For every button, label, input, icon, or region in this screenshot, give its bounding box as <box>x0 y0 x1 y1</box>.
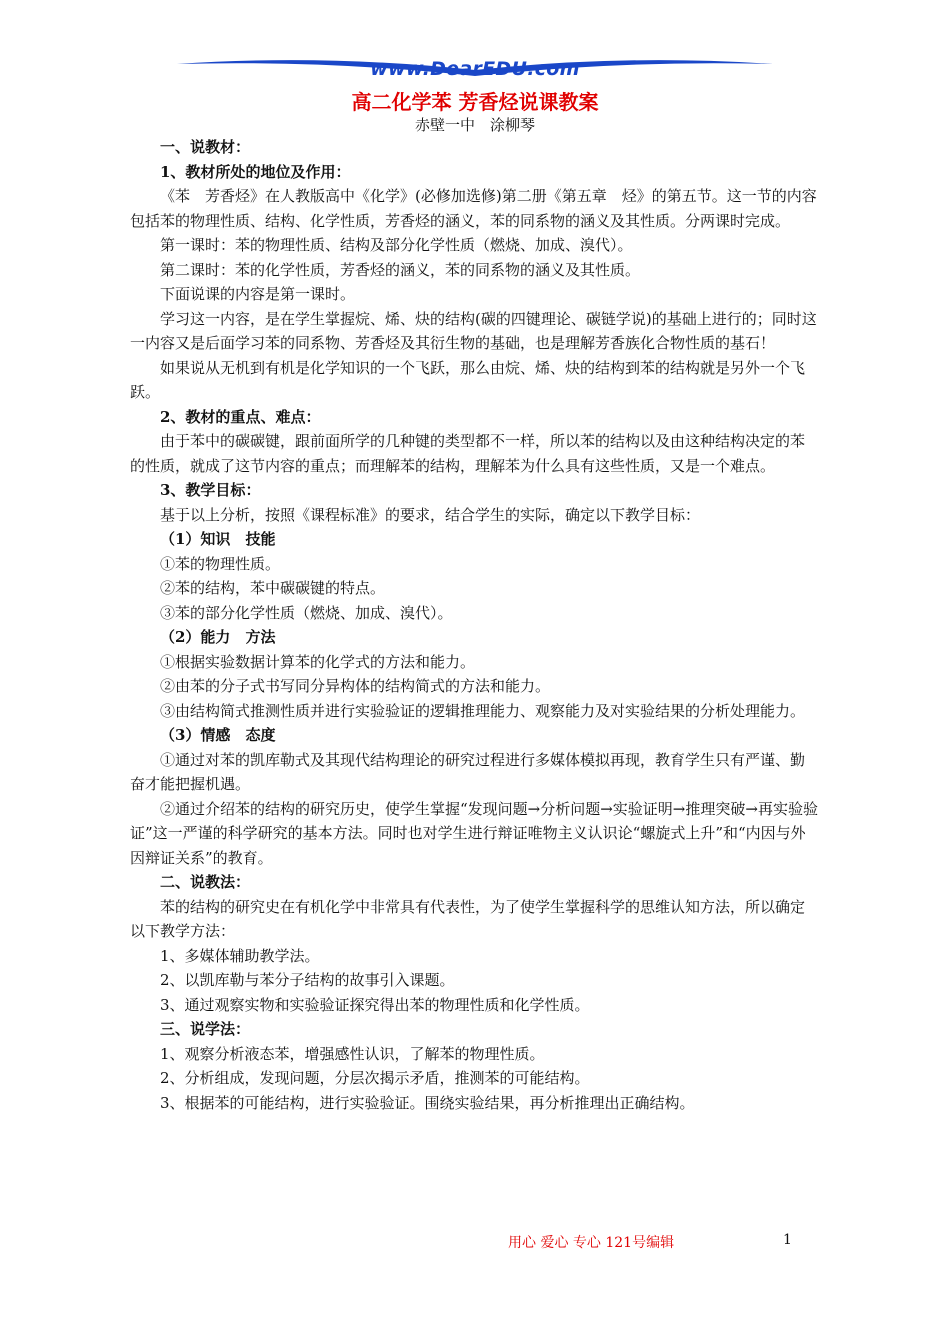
objective-heading: （1）知识 技能 <box>160 530 276 548</box>
page-number: 1 <box>783 1232 792 1248</box>
section-heading: 一、说教材： <box>160 138 251 156</box>
paragraph: 第一课时：苯的物理性质、结构及部分化学性质（燃烧、加成、溴代）。 <box>160 236 633 254</box>
list-item: ②苯的结构，苯中碳碳键的特点。 <box>160 579 386 597</box>
site-logo-text: www.DearEDU.com <box>370 58 580 80</box>
paragraph: 苯的结构的研究史在有机化学中非常具有代表性，为了使学生掌握科学的思维认知方法，所以确定以下教学方法： <box>130 897 806 940</box>
paragraph: 下面说课的内容是第一课时。 <box>160 285 356 303</box>
paragraph: 《苯 芳香烃》在人教版高中《化学》(必修加选修)第二册《第五章 烃》的第五节。这一节的内容包括苯的物理性质、结构、化学性质，芳香烃的涵义，苯的同系物的涵义及其性质。分两课时完成。 <box>130 187 817 230</box>
list-item: ①根据实验数据计算苯的化学式的方法和能力。 <box>160 652 476 671</box>
list-item: 1、观察分析液态苯，增强感性认识，了解苯的物理性质。 <box>160 1044 545 1063</box>
document-title: 高二化学苯 芳香烃说课教案 <box>351 90 599 114</box>
subsection-heading: 2、教材的重点、难点： <box>160 407 321 426</box>
list-item: ②通过介绍苯的结构的研究历史，使学生掌握“发现问题→分析问题→实验证明→推理突破→再实验验证”这一严谨的科学研究的基本方法。同时也对学生进行辩证唯物主义认识论“螺旋式上升”和“内因与外因辩证关系”的教育。 <box>130 799 818 867</box>
list-item: ③苯的部分化学性质（燃烧、加成、溴代）。 <box>160 603 453 622</box>
document-body <box>130 135 818 1115</box>
subsection-heading: 3、教学目标： <box>160 481 261 499</box>
list-item: ③由结构简式推测性质并进行实验验证的逻辑推理能力、观察能力及对实验结果的分析处理能力。 <box>160 701 806 720</box>
section-heading: 三、说学法： <box>160 1020 251 1038</box>
paragraph: 基于以上分析，按照《课程标准》的要求，结合学生的实际，确定以下教学目标： <box>160 505 701 524</box>
paragraph: 由于苯中的碳碳键，跟前面所学的几种键的类型都不一样，所以苯的结构以及由这种结构决定的苯的性质，就成了这节内容的重点；而理解苯的结构，理解苯为什么具有这些性质，又是一个难点。 <box>130 432 806 475</box>
list-item: 3、根据苯的可能结构，进行实验验证。围绕实验结果，再分析推理出正确结构。 <box>160 1093 695 1112</box>
list-item: 2、分析组成，发现问题，分层次揭示矛盾，推测苯的可能结构。 <box>160 1069 590 1087</box>
list-item: ①通过对苯的凯库勒式及其现代结构理论的研究过程进行多媒体模拟再现，教育学生只有严谨、勤奋才能把握机遇。 <box>130 750 806 793</box>
paragraph: 学习这一内容，是在学生掌握烷、烯、炔的结构(碳的四键理论、碳链学说)的基础上进行的；同时这一内容又是后面学习苯的同系物、芳香烃及其衍生物的基础，也是理解芳香族化合物性质的基石！ <box>130 309 817 352</box>
footer-slogan: 用心 爱心 专心 121号编辑 <box>508 1235 675 1251</box>
section-heading: 二、说教法： <box>160 873 251 891</box>
list-item: 2、以凯库勒与苯分子结构的故事引入课题。 <box>160 971 455 989</box>
list-item: 1、多媒体辅助教学法。 <box>160 946 320 965</box>
author-line: 赤壁一中 涂柳琴 <box>414 116 535 134</box>
paragraph: 如果说从无机到有机是化学知识的一个飞跃，那么由烷、烯、炔的结构到苯的结构就是另外一个飞跃。 <box>130 358 806 401</box>
list-item: 3、通过观察实物和实验验证探究得出苯的物理性质和化学性质。 <box>160 995 590 1014</box>
site-logo <box>175 56 775 86</box>
objective-heading: （2）能力 方法 <box>160 628 276 646</box>
objective-heading: （3）情感 态度 <box>160 726 276 744</box>
paragraph: 第二课时：苯的化学性质，芳香烃的涵义，苯的同系物的涵义及其性质。 <box>160 260 641 279</box>
list-item: ②由苯的分子式书写同分异构体的结构简式的方法和能力。 <box>160 677 551 695</box>
list-item: ①苯的物理性质。 <box>160 554 281 573</box>
subsection-heading: 1、教材所处的地位及作用： <box>160 162 351 181</box>
